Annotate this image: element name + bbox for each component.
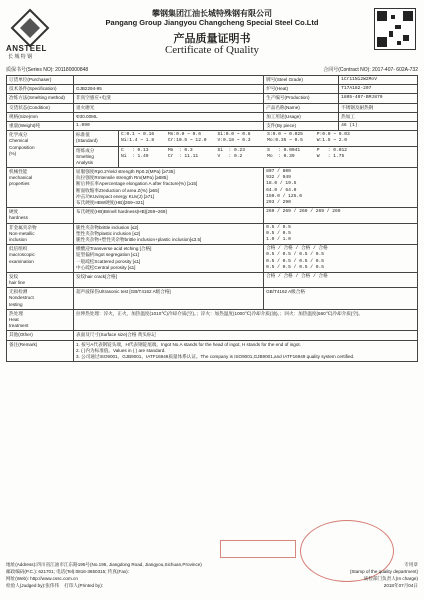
company-name-en: Pangang Group Jiangyou Changcheng Special Steel Co.Ltd [105,18,319,27]
table-row: 无损检测 Nondestruct testing 超声波探伤Ultrasonic test [GB/T4162 A级合格] GB/T4162 A级合格 [7,288,418,310]
table-row: 硬度 hardness 布氏硬度(HB)Brinell hardness(HB)[269~269] 269 / 269 / 269 / 269 / 269 [7,208,418,223]
red-stamp-rect [220,540,296,558]
doc-title-cn: 产品质量证明书 [173,33,251,45]
quality-table [6,75,418,422]
footer-signers: 检验人(Judged by):张伟伟 打印人(Printed by): [6,583,104,589]
in-charge: 质检部门负责人(In charge) [363,576,418,582]
company-name-cn: 攀钢集团江油长城特殊钢有限公司 [152,9,272,18]
footer-right [350,562,418,590]
table-row: 备注(Remark) 1. 按号A代表钢锭头端，H代表钢锭尾端。Ingot No.A stands for the head of ingot, H stands for the end of ingot. 2. ( )内为标准值。Values in ( ) are standard. 3. 公司通过ISO9001、GJB9001、IATF16949质量体系认证。The company is ISO9001,GJB9001,and IATF16949 quality system certified. [7,340,418,362]
contract-number: 合同号(Contract NO): 2017-407- 602A-732 [323,67,418,73]
footer-address: 地址(Address):四川省江油市江东路195号(No.195, Jiangdong Road, Jiangyou,Sichuan,Province) [6,562,202,568]
table-row: 热处理 Heat treatment 拉伸热处理：淬火，正火，加热温度(1010℃)冷却介质(空)。；淬火：加热温度(1000℃)冷却介质(油)。；回火：加热温度(660℃)冷却介质(空)。 [7,309,418,331]
table-row: 非金属夹杂物 Non-metallic inclusion 脆性夹杂物brittle inclusion [≤2] 塑性夹杂物plastic inclusion [≤2] 脆性夹杂物+塑性夹杂物brittle inclusion+plastic inclusion[≤3.5] 0.5 / 0.5 0.5 / 0.5 1.0 / 1.0 [7,223,418,245]
table-row: 规格(Size)mm Φ30.00ML 加工用途(Usage) 热加工 [7,112,418,121]
table-row: 化学成分 Chemical Composition (%) 标准值 (Standard) C:0.1 ~ 0.16 Mn:0.0 ~ 0.6 Si:0.0 ~ 0.6 S:0.0 ~ 0.025 P:0.0 ~ 0.03 Ni:1.4 ~ 1.8 Cr:10.5 ~ 12.0 V:0.18 ~ 0.3 Mo:0.35 ~ 0.5 W:1.5 ~ 2.0 [7,131,418,146]
footer-left [6,562,202,590]
footer-web: 网址(Web): http://www.cssc.com.cn [6,576,78,582]
doc-title-en: Certificate of Quality [164,44,260,56]
qr-code-icon [374,8,416,50]
table-row [7,362,418,423]
logo-text: ANSTEEL [6,44,47,53]
table-row: 交货状态(Condition) 退火磨光 产品名称(Name) 不锈钢及耐热钢 [7,103,418,112]
serial-number: 质保书号(Series NO): 201180000848 [6,67,89,73]
table-row: 冶炼方法(Smelting method) 非真空感应+电渣 生产编号(Production) 1805-407-BMJ879 [7,94,418,103]
logo-sub: 长 城 特 钢 [8,54,33,60]
table-row: 技术条件(Specification) GJB2294-95 炉号(Heat) T17A182-207 [7,85,418,94]
table-row: 熔炼成分 Smelting Analysis C : 0.13 Mn : 0.3 Si : 0.23 S : 0.0041 P : 0.012 Ni : 1.49 Cr : 11.11 V : 0.2 Mo : 0.39 W : 1.75 [7,146,418,168]
footer-postcode: 邮政编码(P.C.): 621701; 电话(Tel):0816-3650315; 传真(Fax): [6,569,129,575]
stamp-text: 专用章 [404,562,418,568]
issue-date: 2018年07月04日 [383,583,418,589]
table-row: 低倍组织 macroscopic examination 横酸浸Transverse acid etching [合格] 锭型偏析Ingot segregation [≤1] 一般疏松Scattered porosity [≤1] 中心疏松Central porosity [≤1] 合格 / 合格 / 合格 / 合格 0.5 / 0.5 / 0.5 / 0.5 0.5 / 0.5 / 0.5 / 0.5 0.5 / 0.5 / 0.5 / 0.5 [7,245,418,273]
table-row: 发纹 hair line 发纹hair crack[合格] 合格 / 合格 / 合格 / 合格 [7,272,418,287]
table-row: 其他(Other) 表面及尺寸(Surface size)合格 黄头标记 [7,331,418,340]
table-row: 订货单位(Purchaser) 牌号(Steel Grade) 1Cr11Ni2W2MoV [7,76,418,85]
table-row: 机械性能 mechanical properties 屈服强度Rp0.2Yield strength Rp0.2(MPa) [≥735] 抗拉强度Rmtensile strength Rm(MPa) [≥885] 断后伸长率Apercentage elongation A after fracture(%) [≥15] 断面收缩率Zreduction of area Z(%) [≥55] 冲击功KUvimpact energy KUv(J) [≥71] 布氏硬度HBW硬度(HB)[269~321] 807 / 800 932 / 949 18.0 / 19.5 64.0 / 64.0 150.0 / 125.0 293 / 290 [7,168,418,208]
stamp-note: (Stamp of the quality department) [349,569,418,575]
table-row: 重量(Weight)吨 1.090 支件(By piece) 46 (1) [7,121,418,130]
